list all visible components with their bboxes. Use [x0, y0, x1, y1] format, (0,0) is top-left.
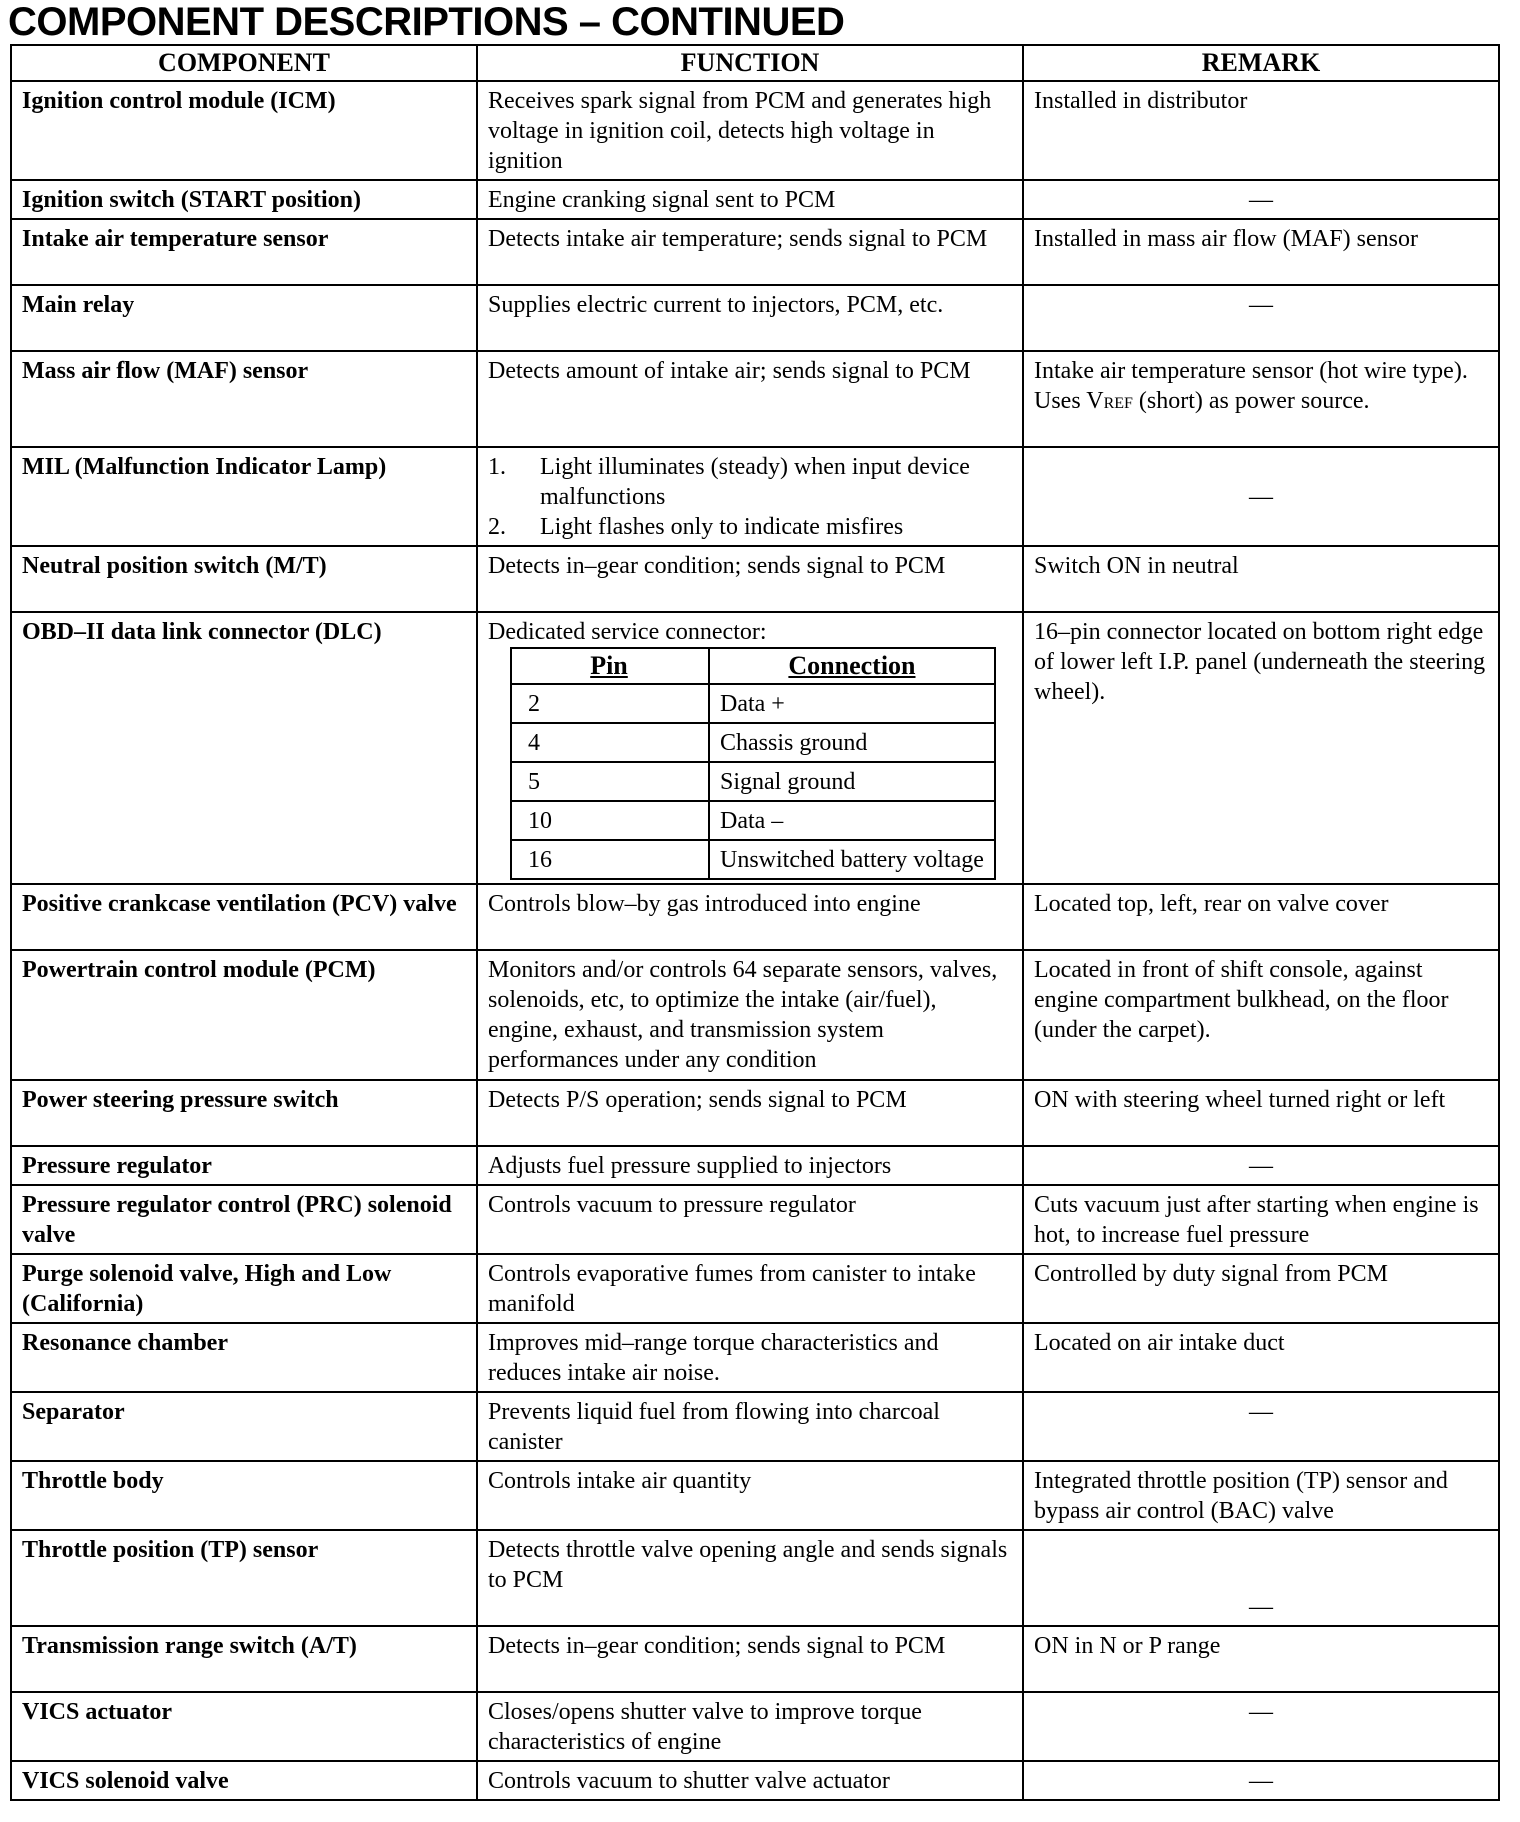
list-number: 1.: [488, 454, 506, 480]
component-cell: Throttle position (TP) sensor: [11, 1530, 477, 1626]
function-cell: Detects P/S operation; sends signal to PCM: [477, 1080, 1023, 1146]
pin-connection: Signal ground: [709, 762, 995, 801]
table-row: [11, 1323, 1499, 1392]
table-row: [11, 81, 1499, 180]
remark-subscript: REF: [1103, 395, 1133, 412]
component-cell: Transmission range switch (A/T): [11, 1626, 477, 1692]
list-number: 2.: [488, 514, 506, 540]
remark-cell: —: [1023, 447, 1499, 546]
table-row: [11, 1254, 1499, 1323]
remark-cell: Controlled by duty signal from PCM: [1023, 1254, 1499, 1323]
pin-row: [511, 684, 995, 723]
list-item: [488, 512, 1012, 542]
remark-cell: ON in N or P range: [1023, 1626, 1499, 1692]
remark-cell: —: [1023, 285, 1499, 351]
pin-connection: Chassis ground: [709, 723, 995, 762]
function-cell: Detects intake air temperature; sends signal to PCM: [477, 219, 1023, 285]
component-cell: Pressure regulator: [11, 1146, 477, 1185]
header-component: COMPONENT: [11, 45, 477, 81]
table-row: [11, 612, 1499, 884]
function-cell: Closes/opens shutter valve to improve torque characteristics of engine: [477, 1692, 1023, 1761]
pin-header: Pin: [511, 648, 709, 684]
component-cell: Purge solenoid valve, High and Low (California): [11, 1254, 477, 1323]
list-text: Light flashes only to indicate misfires: [540, 514, 904, 540]
table-row: [11, 180, 1499, 219]
function-cell: Receives spark signal from PCM and generates high voltage in ignition coil, detects high voltage in ignition: [477, 81, 1023, 180]
pin-row: [511, 801, 995, 840]
remark-cell: Located in front of shift console, against engine compartment bulkhead, on the floor (under the carpet).: [1023, 950, 1499, 1080]
table-row: [11, 884, 1499, 950]
component-cell: Ignition switch (START position): [11, 180, 477, 219]
pin-number: 4: [511, 723, 709, 762]
function-cell: Controls vacuum to shutter valve actuator: [477, 1761, 1023, 1800]
table-row: [11, 1461, 1499, 1530]
table-row: [11, 1185, 1499, 1254]
mil-function-list: [488, 452, 1012, 542]
list-text: Light illuminates (steady) when input device malfunctions: [540, 454, 970, 510]
component-cell: Mass air flow (MAF) sensor: [11, 351, 477, 447]
list-item: [488, 452, 1012, 512]
table-header-row: [11, 45, 1499, 81]
pin-number: 2: [511, 684, 709, 723]
component-cell: Intake air temperature sensor: [11, 219, 477, 285]
table-row: [11, 546, 1499, 612]
table-row: [11, 1146, 1499, 1185]
component-cell: VICS solenoid valve: [11, 1761, 477, 1800]
remark-cell: 16–pin connector located on bottom right edge of lower left I.P. panel (underneath the steering wheel).: [1023, 612, 1499, 884]
pin-number: 16: [511, 840, 709, 879]
header-function: FUNCTION: [477, 45, 1023, 81]
function-cell: Prevents liquid fuel from flowing into charcoal canister: [477, 1392, 1023, 1461]
function-cell: [477, 447, 1023, 546]
remark-text: Intake air temperature sensor (hot wire type). Uses V: [1034, 358, 1468, 414]
remark-cell: —: [1023, 1761, 1499, 1800]
table-row: [11, 1392, 1499, 1461]
remark-cell: —: [1023, 180, 1499, 219]
remark-cell: Installed in mass air flow (MAF) sensor: [1023, 219, 1499, 285]
component-cell: Pressure regulator control (PRC) solenoid valve: [11, 1185, 477, 1254]
remark-cell: Switch ON in neutral: [1023, 546, 1499, 612]
pin-connection: Data +: [709, 684, 995, 723]
remark-cell: [1023, 351, 1499, 447]
remark-cell: Integrated throttle position (TP) sensor and bypass air control (BAC) valve: [1023, 1461, 1499, 1530]
remark-cell: Located top, left, rear on valve cover: [1023, 884, 1499, 950]
function-cell: Adjusts fuel pressure supplied to injectors: [477, 1146, 1023, 1185]
function-cell: Detects in–gear condition; sends signal to PCM: [477, 546, 1023, 612]
pin-row: [511, 762, 995, 801]
table-row: [11, 1626, 1499, 1692]
function-cell: Controls blow–by gas introduced into engine: [477, 884, 1023, 950]
function-cell: Controls intake air quantity: [477, 1461, 1023, 1530]
remark-cell: ON with steering wheel turned right or left: [1023, 1080, 1499, 1146]
table-row: [11, 950, 1499, 1080]
component-cell: Resonance chamber: [11, 1323, 477, 1392]
component-cell: Separator: [11, 1392, 477, 1461]
remark-cell: Cuts vacuum just after starting when engine is hot, to increase fuel pressure: [1023, 1185, 1499, 1254]
remark-cell: —: [1023, 1146, 1499, 1185]
function-cell: Monitors and/or controls 64 separate sensors, valves, solenoids, etc, to optimize the intake (air/fuel), engine, exhaust, and transmission system performances under any condition: [477, 950, 1023, 1080]
pin-connection: Unswitched battery voltage: [709, 840, 995, 879]
table-row: [11, 1530, 1499, 1626]
component-cell: Throttle body: [11, 1461, 477, 1530]
remark-cell: —: [1023, 1530, 1499, 1626]
component-cell: Ignition control module (ICM): [11, 81, 477, 180]
table-row: [11, 1080, 1499, 1146]
pin-table: [510, 647, 996, 880]
page-title: COMPONENT DESCRIPTIONS – CONTINUED: [8, 0, 845, 44]
remark-cell: Located on air intake duct: [1023, 1323, 1499, 1392]
table-row: [11, 351, 1499, 447]
table-row: [11, 285, 1499, 351]
table-row: [11, 219, 1499, 285]
component-cell: Positive crankcase ventilation (PCV) valve: [11, 884, 477, 950]
pin-row: [511, 840, 995, 879]
component-table: [10, 44, 1500, 1801]
function-cell: Detects amount of intake air; sends signal to PCM: [477, 351, 1023, 447]
function-cell: Detects in–gear condition; sends signal to PCM: [477, 1626, 1023, 1692]
remark-cell: —: [1023, 1692, 1499, 1761]
pin-connection: Data –: [709, 801, 995, 840]
table-row: [11, 1761, 1499, 1800]
component-cell: VICS actuator: [11, 1692, 477, 1761]
header-remark: REMARK: [1023, 45, 1499, 81]
table-row: [11, 1692, 1499, 1761]
pin-row: [511, 723, 995, 762]
function-cell: Controls vacuum to pressure regulator: [477, 1185, 1023, 1254]
component-cell: Powertrain control module (PCM): [11, 950, 477, 1080]
pin-number: 10: [511, 801, 709, 840]
function-cell: Controls evaporative fumes from canister to intake manifold: [477, 1254, 1023, 1323]
remark-cell: —: [1023, 1392, 1499, 1461]
component-cell: OBD–II data link connector (DLC): [11, 612, 477, 884]
dlc-intro: Dedicated service connector:: [488, 619, 767, 645]
function-cell: Improves mid–range torque characteristics and reduces intake air noise.: [477, 1323, 1023, 1392]
component-cell: Main relay: [11, 285, 477, 351]
function-cell: Supplies electric current to injectors, PCM, etc.: [477, 285, 1023, 351]
remark-cell: Installed in distributor: [1023, 81, 1499, 180]
remark-text: (short) as power source.: [1132, 388, 1370, 414]
table-row: [11, 447, 1499, 546]
pin-number: 5: [511, 762, 709, 801]
function-cell: Detects throttle valve opening angle and sends signals to PCM: [477, 1530, 1023, 1626]
function-cell: Engine cranking signal sent to PCM: [477, 180, 1023, 219]
component-cell: Power steering pressure switch: [11, 1080, 477, 1146]
connection-header: Connection: [709, 648, 995, 684]
component-cell: MIL (Malfunction Indicator Lamp): [11, 447, 477, 546]
function-cell: [477, 612, 1023, 884]
component-cell: Neutral position switch (M/T): [11, 546, 477, 612]
